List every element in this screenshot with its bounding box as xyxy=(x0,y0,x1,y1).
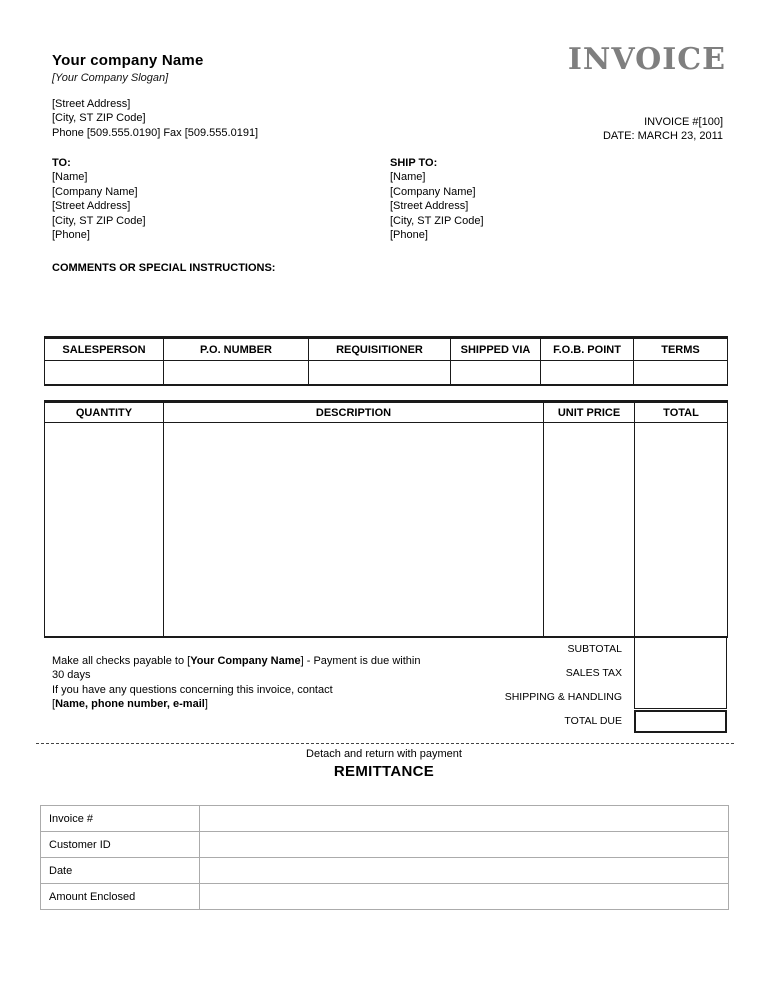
header-requisitioner: REQUISITIONER xyxy=(309,338,451,361)
header-total: TOTAL xyxy=(635,402,728,423)
company-slogan: [Your Company Slogan] xyxy=(52,72,169,84)
bill-to-block xyxy=(52,156,146,242)
ship-to-block xyxy=(390,156,484,242)
cell-shipped-via xyxy=(451,361,541,386)
company-city: [City, ST ZIP Code] xyxy=(52,112,146,125)
header-fob-point: F.O.B. POINT xyxy=(541,338,634,361)
sales-tax-label: SALES TAX xyxy=(565,667,622,679)
remittance-title: REMITTANCE xyxy=(333,763,435,780)
cell-po-number xyxy=(164,361,309,386)
header-shipped-via: SHIPPED VIA xyxy=(451,338,541,361)
invoice-date: DATE: MARCH 23, 2011 xyxy=(602,130,723,143)
remittance-row-amount xyxy=(41,884,729,910)
remit-date-label: Date xyxy=(41,858,200,884)
invoice-title: INVOICE xyxy=(567,42,726,77)
cell-total xyxy=(635,423,728,638)
header-po-number: P.O. NUMBER xyxy=(164,338,309,361)
items-header-row xyxy=(45,402,728,423)
ship-to-phone: [Phone] xyxy=(390,229,428,242)
payment-note-line1: Make all checks payable to [Your Company Name] - Payment is due within xyxy=(52,655,421,667)
remittance-row-date xyxy=(41,858,729,884)
cell-unit-price xyxy=(544,423,635,638)
shipping-handling-label: SHIPPING & HANDLING xyxy=(504,691,622,703)
remit-amount-label: Amount Enclosed xyxy=(41,884,200,910)
remit-invoice-label: Invoice # xyxy=(41,806,200,832)
remittance-row-invoice xyxy=(41,806,729,832)
bill-to-phone: [Phone] xyxy=(52,229,90,242)
cell-quantity xyxy=(45,423,164,638)
remit-date-value xyxy=(200,858,729,884)
remit-customer-id-value xyxy=(200,832,729,858)
payable-company-name: Your Company Name xyxy=(190,655,301,667)
remittance-row-customer-id xyxy=(41,832,729,858)
payment-note xyxy=(52,654,472,711)
header-salesperson: SALESPERSON xyxy=(45,338,164,361)
invoice-meta xyxy=(603,115,723,144)
bill-to-city: [City, ST ZIP Code] xyxy=(52,214,146,227)
remit-customer-id-label: Customer ID xyxy=(41,832,200,858)
remit-invoice-value xyxy=(200,806,729,832)
comments-label: COMMENTS OR SPECIAL INSTRUCTIONS: xyxy=(52,262,276,274)
cell-requisitioner xyxy=(309,361,451,386)
cell-description xyxy=(164,423,544,638)
bill-to-street: [Street Address] xyxy=(52,200,131,213)
payment-note-line4: [Name, phone number, e-mail] xyxy=(52,697,208,710)
ship-to-company: [Company Name] xyxy=(390,185,476,198)
total-due-label: TOTAL DUE xyxy=(564,715,622,727)
cell-fob-point xyxy=(541,361,634,386)
company-address xyxy=(52,97,258,140)
cell-terms xyxy=(634,361,728,386)
payment-note-line2: 30 days xyxy=(52,669,91,682)
company-name: Your company Name xyxy=(52,52,204,69)
remittance-table xyxy=(40,805,729,910)
cell-salesperson xyxy=(45,361,164,386)
totals-amounts-box xyxy=(634,638,727,709)
company-street: [Street Address] xyxy=(52,98,131,110)
bill-to-company: [Company Name] xyxy=(52,185,138,198)
header-quantity: QUANTITY xyxy=(45,402,164,423)
payment-note-line3: If you have any questions concerning this invoice, contact xyxy=(52,683,333,696)
ship-to-city: [City, ST ZIP Code] xyxy=(390,214,484,227)
company-phone-fax: Phone [509.555.0190] Fax [509.555.0191] xyxy=(52,126,259,139)
ship-to-street: [Street Address] xyxy=(390,200,469,213)
contact-placeholder: Name, phone number, e-mail xyxy=(55,697,205,710)
total-due-box xyxy=(634,710,727,733)
bill-to-label: TO: xyxy=(52,157,71,169)
items-body-row xyxy=(45,423,728,638)
ship-to-name: [Name] xyxy=(390,171,426,184)
line-items-table xyxy=(44,400,728,638)
remit-amount-value xyxy=(200,884,729,910)
header-unit-price: UNIT PRICE xyxy=(544,402,635,423)
order-info-table xyxy=(44,336,728,386)
order-info-header-row xyxy=(45,338,728,361)
detach-dashed-divider xyxy=(36,743,734,744)
ship-to-label: SHIP TO: xyxy=(390,157,438,169)
detach-note: Detach and return with payment xyxy=(306,748,462,760)
header-terms: TERMS xyxy=(634,338,728,361)
order-info-value-row xyxy=(45,361,728,386)
bill-to-name: [Name] xyxy=(52,171,88,184)
header-description: DESCRIPTION xyxy=(164,402,544,423)
subtotal-label: SUBTOTAL xyxy=(567,643,622,655)
invoice-number: INVOICE #[100] xyxy=(644,116,723,128)
